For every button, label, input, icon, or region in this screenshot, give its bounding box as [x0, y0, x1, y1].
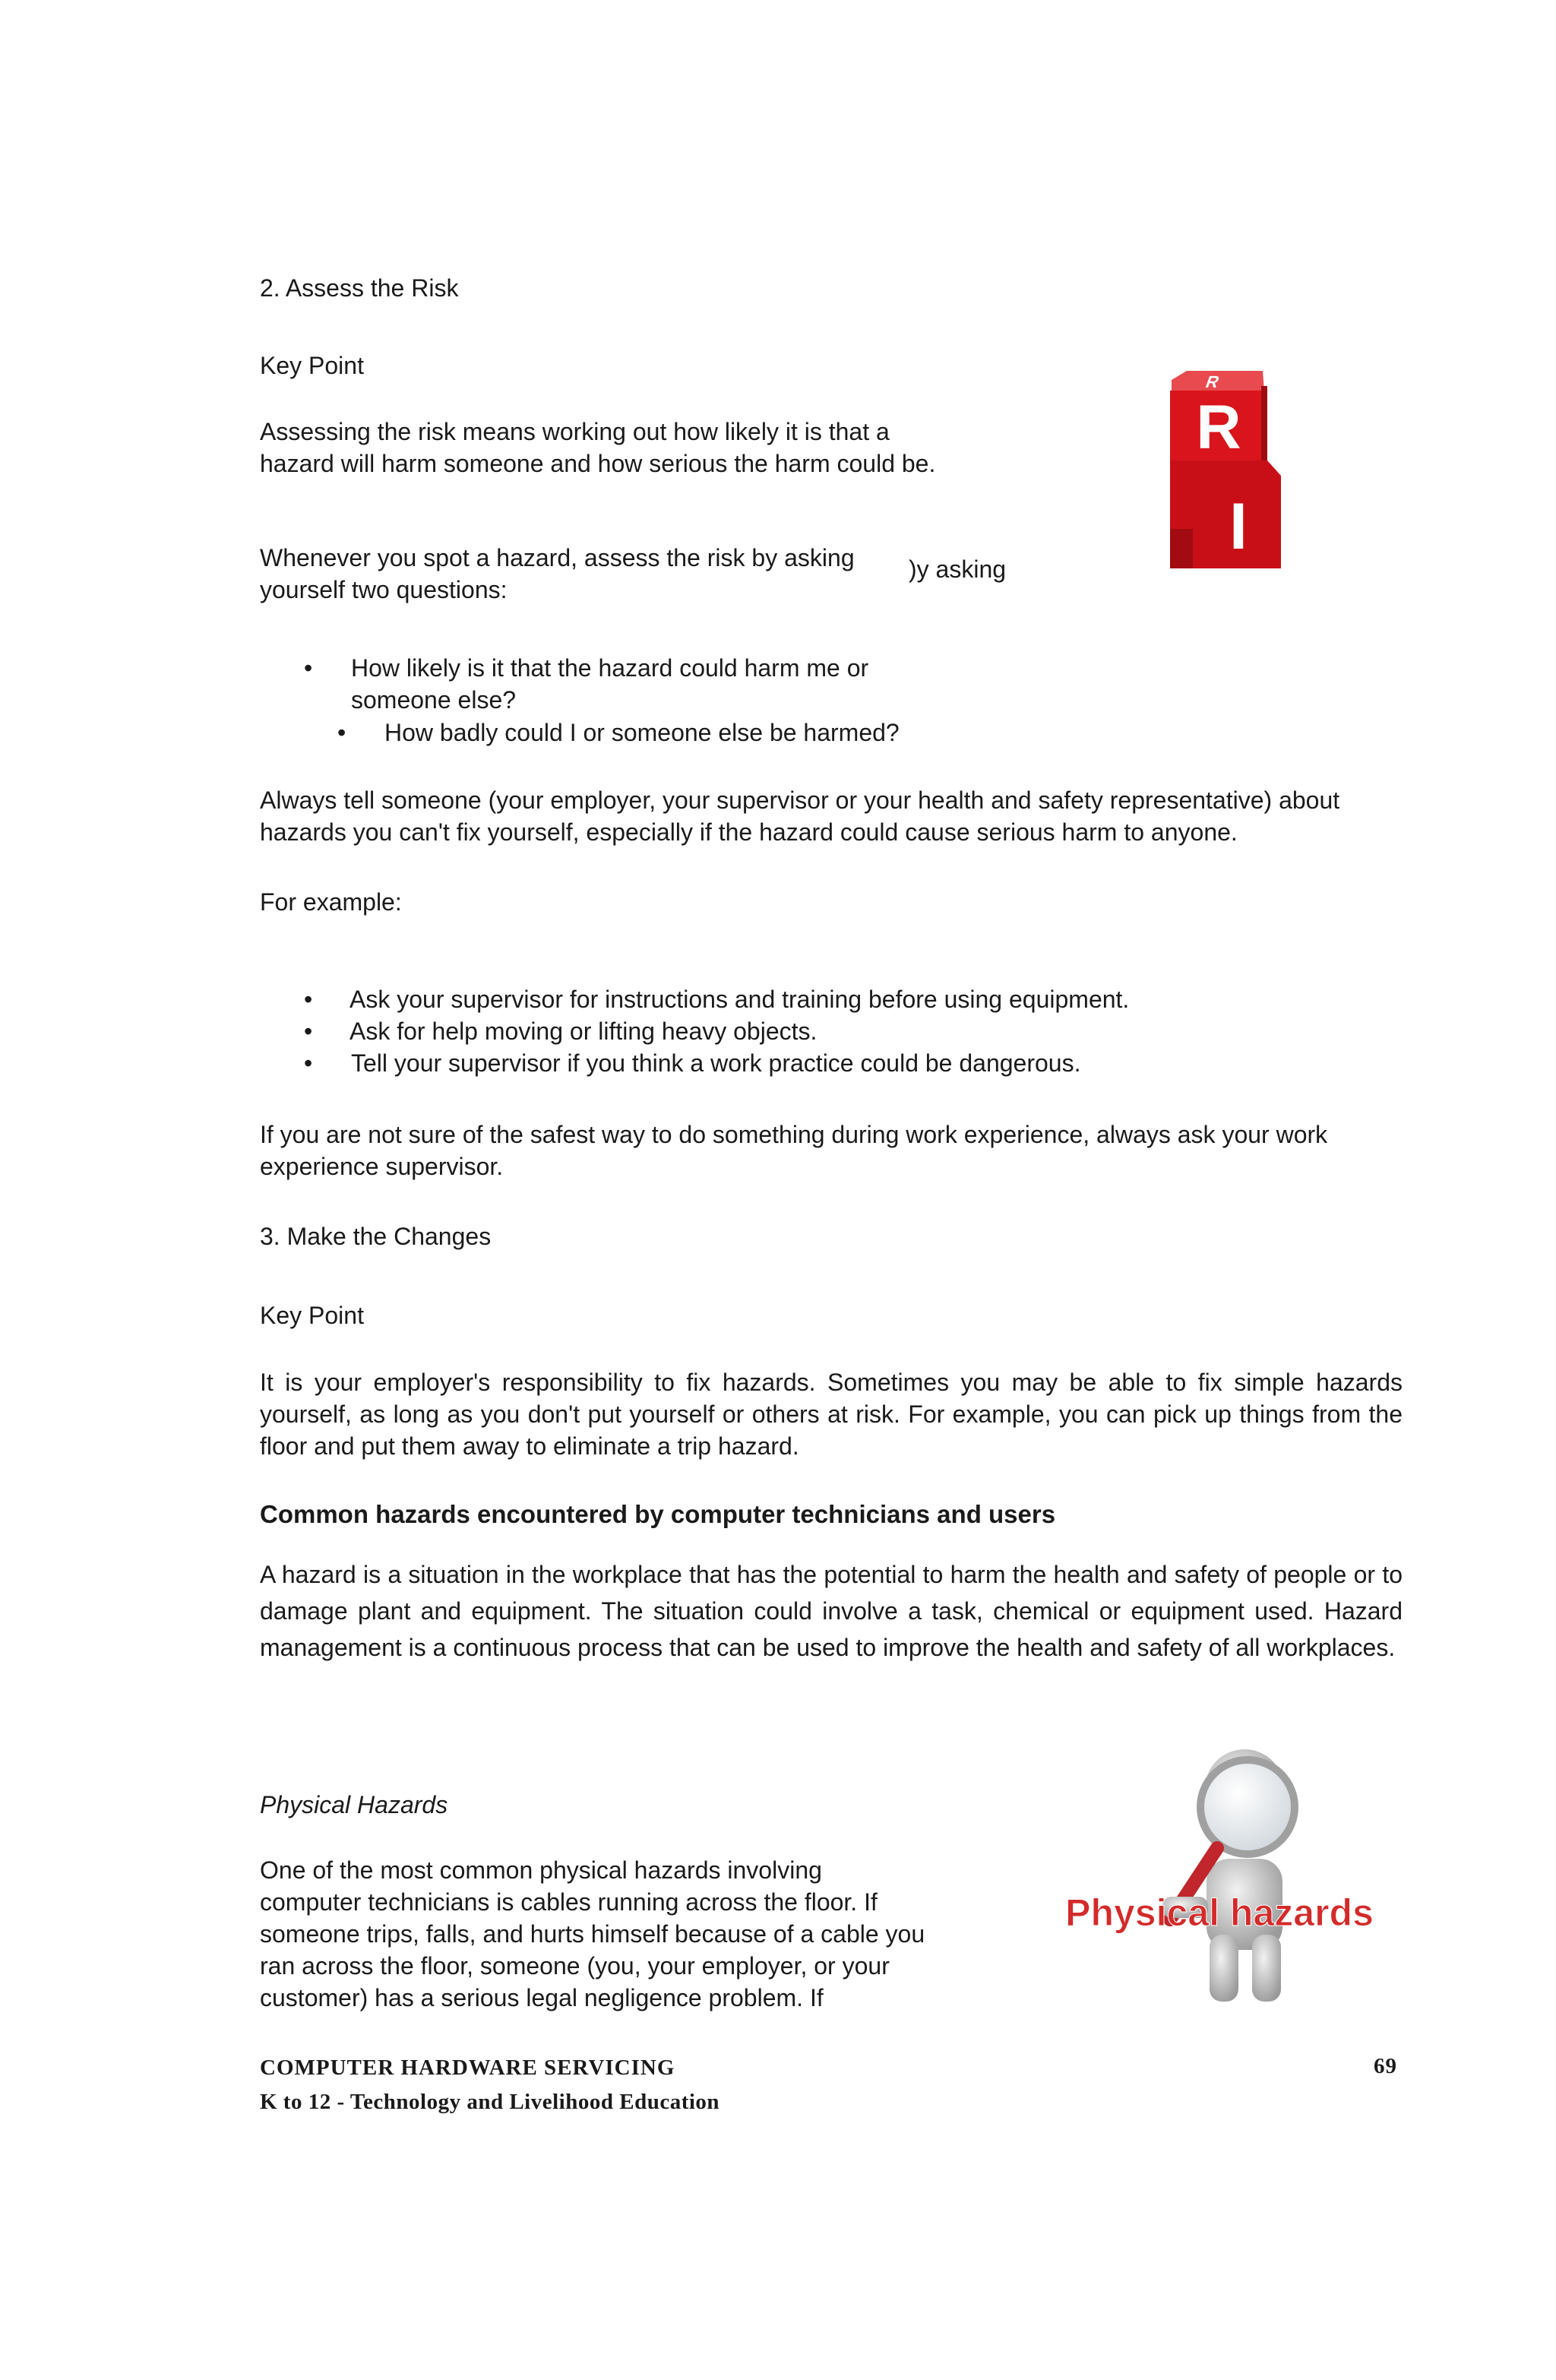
tell-someone-paragraph: Always tell someone (your employer, your supervisor or your health and safety representative) about hazards you can't fix yourself, especially if the hazard could cause serious harm to anyone.: [260, 786, 1340, 846]
bullet-icon: •: [304, 1049, 313, 1077]
bullet-icon: •: [304, 986, 313, 1013]
make-changes-paragraph: It is your employer's responsibility to fix hazards. Sometimes you may be able to fix simple hazards yourself, as long as you don't put yourself or others at risk. For example, you can pick up things from the floor and put them away to eliminate a trip hazard.: [260, 1369, 1403, 1460]
list-item: • Ask for help moving or lifting heavy objects.: [304, 1015, 1368, 1047]
list-item: • Tell your supervisor if you think a work practice could be dangerous.: [304, 1047, 1368, 1079]
bullet-icon: •: [304, 1018, 313, 1045]
risk-letter-r: R: [1196, 393, 1241, 462]
physical-hazards-caption: Physical hazards: [1065, 1891, 1374, 1934]
list-item: • Ask your supervisor for instructions and training before using equipment.: [304, 983, 1368, 1015]
risk-letter-top: R: [1203, 372, 1222, 391]
not-sure-paragraph: If you are not sure of the safest way to do something during work experience, always ask your work experience supervisor.: [260, 1121, 1328, 1180]
risk-definition: Assessing the risk means working out how likely it is that a hazard will harm someone and how serious the harm could be.: [260, 418, 936, 477]
section-heading-assess-risk: 2. Assess the Risk: [260, 274, 459, 302]
page-number: 69: [1374, 2054, 1397, 2078]
assess-intro: Whenever you spot a hazard, assess the risk by asking yourself two questions:: [260, 544, 855, 603]
physical-hazards-paragraph: One of the most common physical hazards involving computer technicians is cables running across the floor. If someone trips, falls, and hurts himself because of a cable you ran across the floor, someone (you, your employer, or your customer) has a serious legal negligence problem. If: [260, 1856, 925, 2011]
key-point-label: Key Point: [260, 1302, 364, 1329]
common-hazards-heading: Common hazards encountered by computer technicians and users: [260, 1500, 1056, 1528]
for-example-label: For example:: [260, 888, 402, 916]
hazard-definition-paragraph: A hazard is a situation in the workplace that has the potential to harm the health and safety of people or to damage plant and equipment. The situation could involve a task, chemical or equipment used. Hazard management is a continuous process that can be used to improve the health and safety of all workplaces.: [260, 1561, 1403, 1661]
risk-letter-i: I: [1229, 490, 1248, 563]
physical-hazards-heading: Physical Hazards: [260, 1791, 448, 1818]
list-item: • How badly could I or someone else be harmed?: [337, 717, 1021, 748]
footer-course-title: COMPUTER HARDWARE SERVICING: [260, 2056, 675, 2080]
bullet-icon: •: [304, 654, 313, 682]
key-point-label: Key Point: [260, 352, 364, 379]
risk-cube-image: [1165, 369, 1281, 568]
list-item: • How likely is it that the hazard could harm me or someone else?: [304, 652, 988, 716]
bullet-icon: •: [337, 719, 346, 746]
section-heading-make-changes: 3. Make the Changes: [260, 1223, 492, 1250]
physical-hazards-image: [1048, 1745, 1390, 2011]
footer-program-title: K to 12 - Technology and Livelihood Education: [260, 2090, 720, 2114]
stray-text-fragment: )y asking: [909, 555, 1007, 583]
